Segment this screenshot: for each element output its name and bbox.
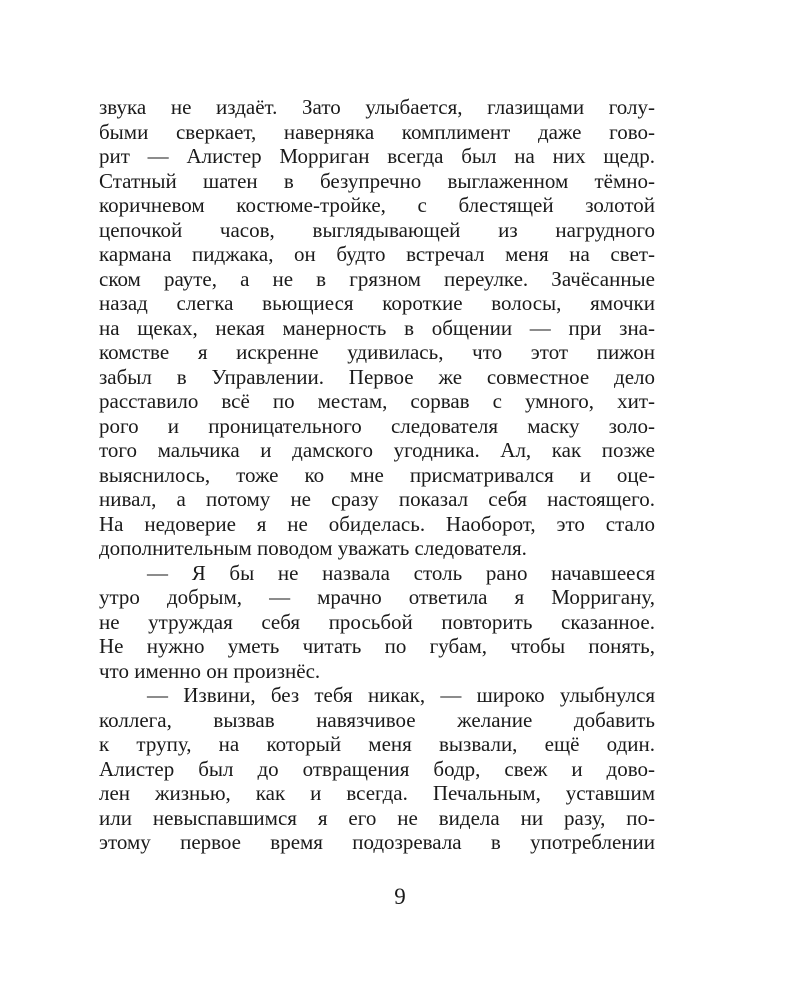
text-line: выяснилось, тоже ко мне присматривался и оце-: [99, 462, 655, 487]
text-line: коллега, вызвав навязчивое желание добавить: [99, 707, 655, 732]
text-line: быми сверкает, наверняка комплимент даже гово-: [99, 119, 655, 144]
text-line: расставило всё по местам, сорвав с умного, хит-: [99, 389, 655, 413]
text-line: На недоверие я не обиделась. Наоборот, это стало: [99, 511, 655, 536]
text-line: или невыспавшимся я его не видела ни разу, по-: [99, 805, 655, 830]
text-line: на щеках, некая манерность в общении — при зна-: [99, 315, 655, 340]
text-line: не утруждая себя просьбой повторить сказанное.: [99, 609, 655, 634]
text-line: лен жизнью, как и всегда. Печальным, уставшим: [99, 781, 655, 805]
text-line: комстве я искренне удивилась, что этот пижон: [99, 340, 655, 364]
text-line: к трупу, на который меня вызвали, ещё один.: [99, 732, 655, 756]
text-line: утро добрым, — мрачно ответила я Морригану,: [99, 585, 655, 609]
text-line: Алистер был до отвращения бодр, свеж и дово-: [99, 756, 655, 781]
page-number: 9: [394, 884, 406, 909]
text-line: кармана пиджака, он будто встречал меня на свет-: [99, 242, 655, 266]
text-line: дополнительным поводом уважать следователя.: [99, 536, 527, 560]
text-line: Статный шатен в безупречно выглаженном тёмно-: [99, 168, 655, 193]
text-line: коричневом костюме-тройке, с блестящей золотой: [99, 193, 655, 217]
text-line: Не нужно уметь читать по губам, чтобы понять,: [99, 634, 655, 658]
page-text: [99, 95, 655, 855]
text-line: что именно он произнёс.: [99, 658, 321, 683]
text-line: нивал, а потому не сразу показал себя настоящего.: [99, 487, 655, 511]
text-line: ском рауте, а не в грязном переулке. Зачёсанные: [99, 266, 655, 291]
text-line: рит — Алистер Морриган всегда был на них щедр.: [99, 144, 655, 168]
text-line: — Я бы не назвала столь рано начавшееся: [147, 560, 655, 585]
text-line: цепочкой часов, выглядывающей из нагрудного: [99, 217, 655, 242]
text-line: назад слегка вьющиеся короткие волосы, ямочки: [99, 291, 655, 315]
text-line: забыл в Управлении. Первое же совместное дело: [99, 364, 655, 389]
text-line: этому первое время подозревала в употреблении: [99, 830, 655, 854]
text-line: звука не издаёт. Зато улыбается, глазищами голу-: [99, 95, 655, 119]
text-line: рого и проницательного следователя маску золо-: [99, 413, 655, 438]
text-line: того мальчика и дамского угодника. Ал, как позже: [99, 438, 655, 462]
text-line: — Извини, без тебя никак, — широко улыбнулся: [147, 683, 655, 707]
